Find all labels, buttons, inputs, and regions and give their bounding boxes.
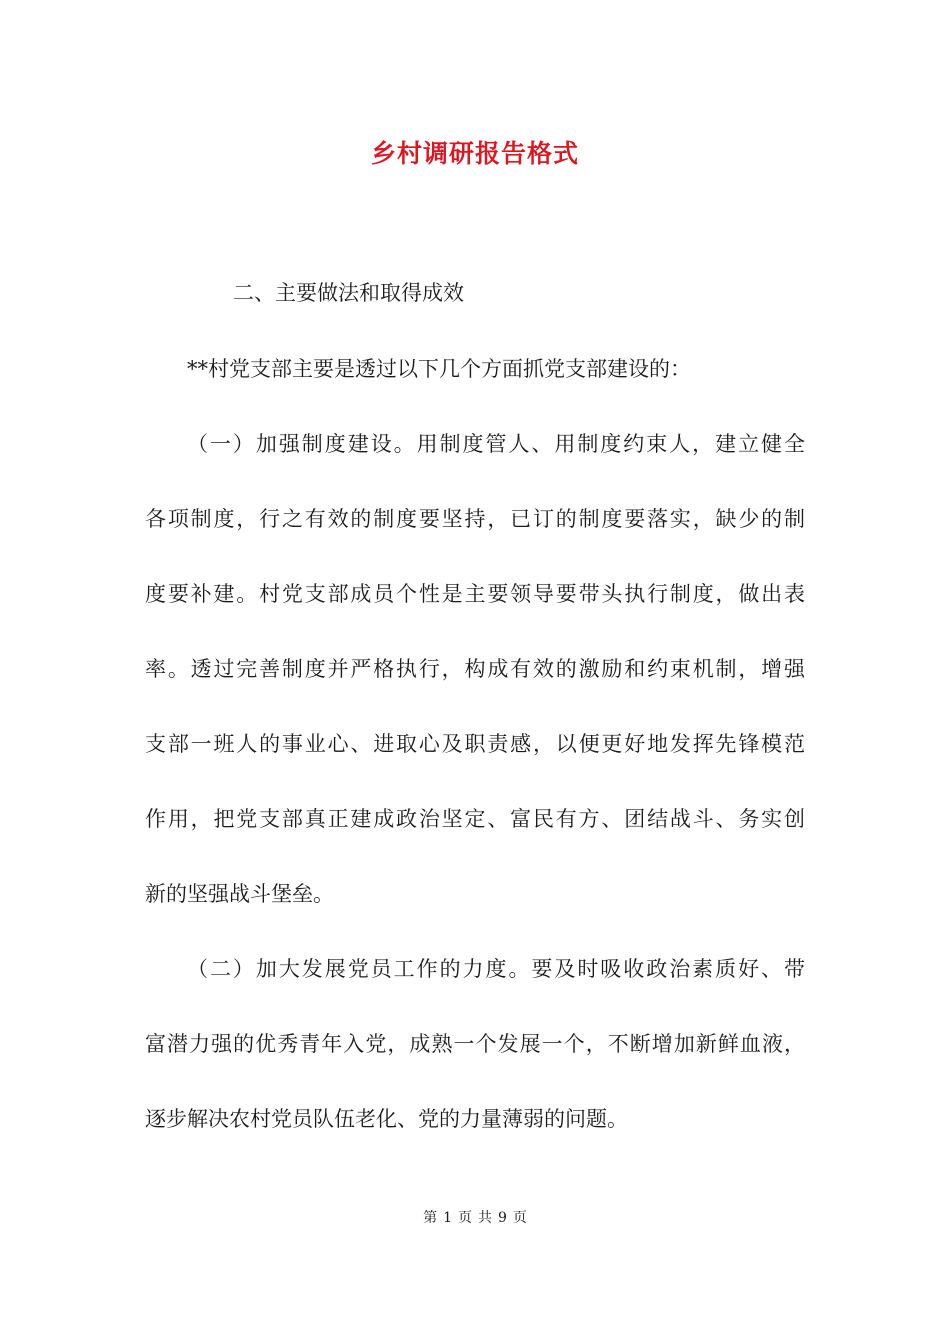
paragraph-line: 新的坚强战斗堡垒。 [145, 882, 334, 906]
section-heading: 二、主要做法和取得成效 [233, 281, 464, 305]
footer-label: 页 [512, 1210, 527, 1226]
footer-label: 页 [458, 1210, 472, 1226]
paragraph-line: （一）加强制度建设。用制度管人、用制度约束人，建立健全 [187, 432, 805, 456]
paragraph-line: 各项制度，行之有效的制度要坚持，已订的制度要落实，缺少的制 [145, 507, 805, 531]
footer-label: 第 [423, 1210, 438, 1226]
paragraph-line: 率。透过完善制度并严格执行，构成有效的激励和约束机制，增强 [145, 657, 805, 681]
paragraph-line: 支部一班人的事业心、进取心及职责感，以便更好地发挥先锋模范 [145, 732, 805, 756]
current-page-number: 1 [443, 1210, 452, 1226]
paragraph-line: 逐步解决农村党员队伍老化、党的力量薄弱的问题。 [145, 1107, 628, 1131]
paragraph-line: 度要补建。村党支部成员个性是主要领导要带头执行制度，做出表 [145, 582, 805, 606]
paragraph-line: （二）加大发展党员工作的力度。要及时吸收政治素质好、带 [187, 957, 805, 981]
footer-label: 共 [478, 1210, 492, 1226]
document-title: 乡村调研报告格式 [370, 139, 579, 168]
paragraph-line: 作用，把党支部真正建成政治坚定、富民有方、团结战斗、务实创 [145, 807, 805, 831]
page-footer [0, 1208, 950, 1228]
paragraph-line: 富潜力强的优秀青年入党，成熟一个发展一个，不断增加新鲜血液， [145, 1032, 805, 1056]
paragraph-intro: **村党支部主要是透过以下几个方面抓党支部建设的： [187, 357, 691, 381]
total-pages-number: 9 [498, 1210, 507, 1226]
